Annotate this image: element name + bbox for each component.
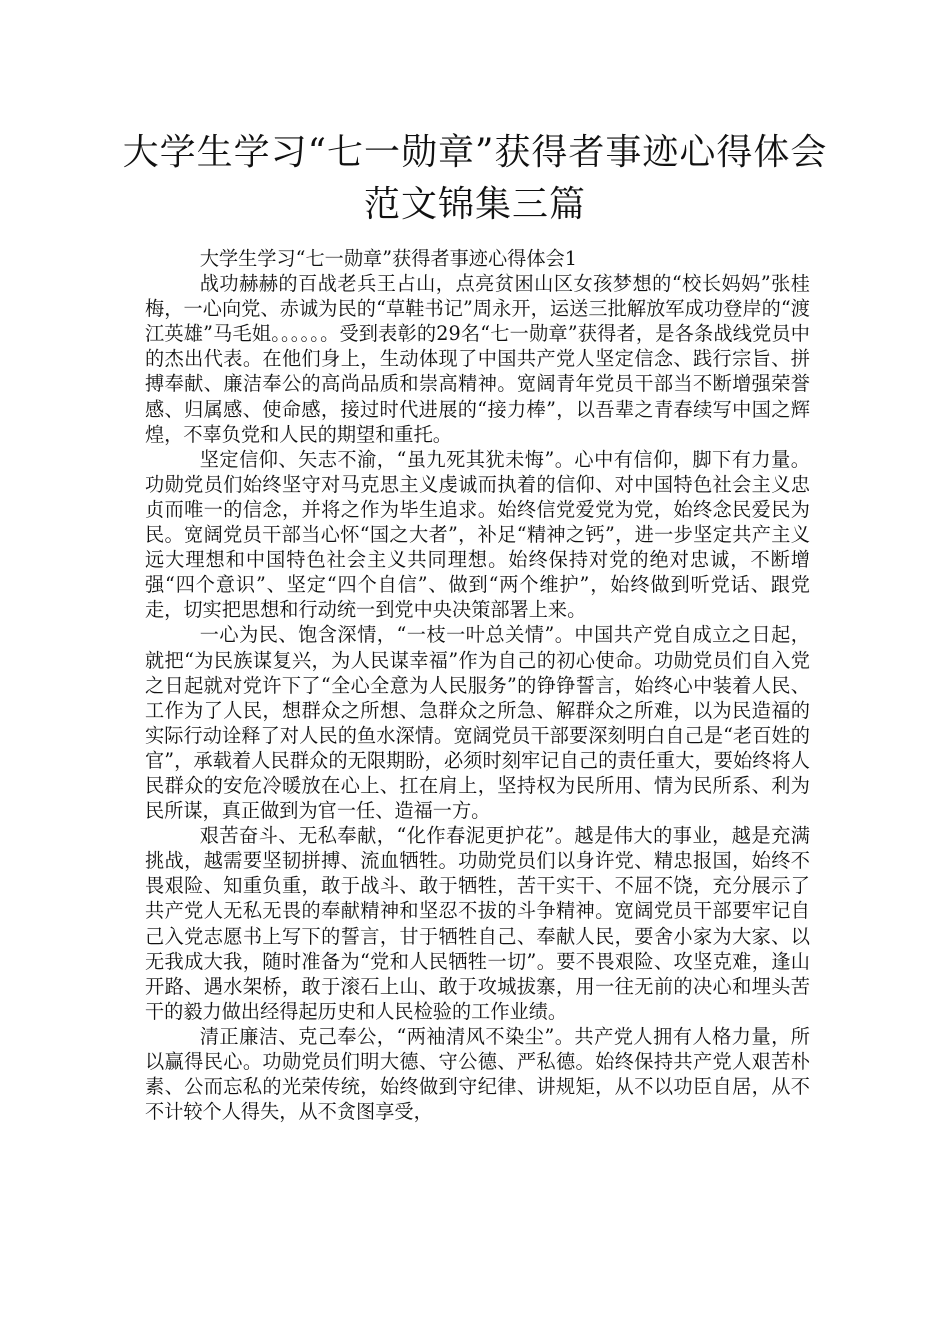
paragraph: 一心为民、饱含深情，“一枝一叶总关情”。中国共产党自成立之日起，就把“为民族谋复兴，为人民谋幸福”作为自己的初心使命。功勋党员们自入党之日起就对党许下了“全心全意为人民服务”的铮铮誓言，始终心中装着人民、工作为了人民，想群众之所想、急群众之所急、解群众之所难，以为民造福的实际行动诠释了对人民的鱼水深情。宽阔党员干部要深刻明白自己是“老百姓的官”，承载着人民群众的无限期盼，必须时刻牢记自己的责任重大，要始终将人民群众的安危冷暖放在心上、扛在肩上，坚持权为民所用、情为民所系、利为民所谋，真正做到为官一任、造福一方。 bbox=[145, 623, 810, 823]
document-title: 大学生学习“七一勋章”获得者事迹心得体会范文锦集三篇 bbox=[122, 132, 828, 225]
paragraph: 艰苦奋斗、无私奉献，“化作春泥更护花”。越是伟大的事业，越是充满挑战，越需要坚韧拼搏、流血牺牲。功勋党员们以身许党、精忠报国，始终不畏艰险、知重负重，敢于战斗、敢于牺牲，苦干实干、不屈不饶，充分展示了共产党人无私无畏的奉献精神和坚忍不拔的斗争精神。宽阔党员干部要牢记自己入党志愿书上写下的誓言，甘于牺牲自己、奉献人民，要舍小家为大家、以无我成大我，随时准备为“党和人民牺牲一切”。要不畏艰险、攻坚克难，逢山开路、遇水架桥，敢于滚石上山、敢于攻城拔寨，用一往无前的决心和埋头苦干的毅力做出经得起历史和人民检验的工作业绩。 bbox=[145, 824, 810, 1023]
paragraph: 战功赫赫的百战老兵王占山，点亮贫困山区女孩梦想的“校长妈妈”张桂梅，一心向党、赤诚为民的“草鞋书记”周永开，运送三批解放军成功登岸的“渡江英雄”马毛姐。。。。。。受到表彰的29名“七一勋章”获得者，是各条战线党员中的杰出代表。在他们身上，生动体现了中国共产党人坚定信念、践行宗旨、拼搏奉献、廉洁奉公的高尚品质和崇高精神。宽阔青年党员干部当不断增强荣誉感、归属感、使命感，接过时代进展的“接力棒”，以吾辈之青春续写中国之辉煌，不辜负党和人民的期望和重托。 bbox=[145, 272, 810, 446]
document-body bbox=[145, 246, 810, 1124]
paragraph: 坚定信仰、矢志不渝，“虽九死其犹未悔”。心中有信仰，脚下有力量。功勋党员们始终坚守对马克思主义虔诚而执着的信仰、对中国特色社会主义忠贞而唯一的信念，并将之作为毕生追求。始终信党爱党为党，始终念民爱民为民。宽阔党员干部当心怀“国之大者”，补足“精神之钙”，进一步坚定共产主义远大理想和中国特色社会主义共同理想。始终保持对党的绝对忠诚，不断增强“四个意识”、坚定“四个自信”、做到“两个维护”，始终做到听党话、跟党走，切实把思想和行动统一到党中央决策部署上来。 bbox=[145, 447, 810, 622]
document-subtitle: 大学生学习“七一勋章”获得者事迹心得体会1 bbox=[199, 247, 577, 270]
paragraph: 清正廉洁、克己奉公，“两袖清风不染尘”。共产党人拥有人格力量，所以赢得民心。功勋党员们明大德、守公德、严私德。始终保持共产党人艰苦朴素、公而忘私的光荣传统，始终做到守纪律、讲规矩，从不以功臣自居，从不不计较个人得失，从不贪图享受， bbox=[145, 1024, 810, 1124]
